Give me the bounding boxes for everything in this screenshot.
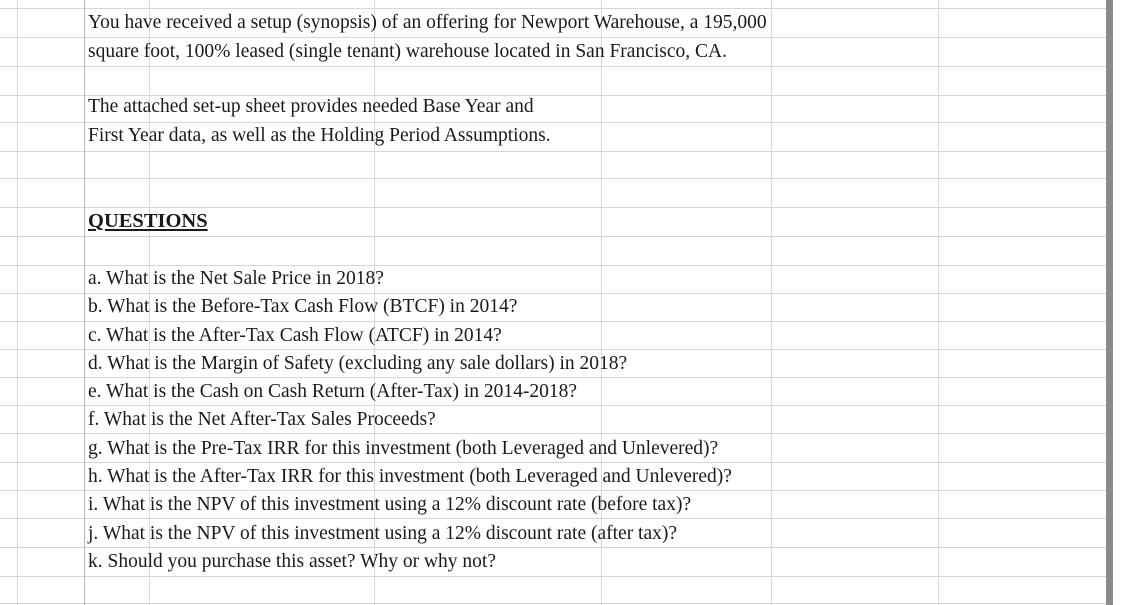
column-line: [938, 0, 939, 605]
questions-heading: QUESTIONS: [88, 210, 208, 232]
question-b: b. What is the Before-Tax Cash Flow (BTCF) in 2014?: [88, 296, 518, 318]
column-line: [84, 0, 85, 605]
column-line: [771, 0, 772, 605]
row-line: [0, 66, 1106, 67]
setup-line-1: The attached set-up sheet provides needed Base Year and: [88, 96, 534, 117]
row-line: [0, 151, 1106, 152]
setup-line-2: First Year data, as well as the Holding Period Assumptions.: [88, 125, 551, 146]
column-line: [17, 0, 18, 605]
row-line: [0, 603, 1106, 604]
question-i: i. What is the NPV of this investment using a 12% discount rate (before tax)?: [88, 494, 692, 516]
question-h: h. What is the After-Tax IRR for this investment (both Leveraged and Unlevered)?: [88, 466, 732, 488]
question-k: k. Should you purchase this asset? Why or why not?: [88, 550, 496, 572]
question-d: d. What is the Margin of Safety (excluding any sale dollars) in 2018?: [88, 352, 628, 374]
question-e: e. What is the Cash on Cash Return (After-Tax) in 2014-2018?: [88, 381, 578, 403]
intro-line-2: square foot, 100% leased (single tenant) warehouse located in San Francisco, CA.: [88, 41, 727, 62]
column-separator: [1106, 0, 1113, 605]
question-j: j. What is the NPV of this investment using a 12% discount rate (after tax)?: [88, 522, 678, 544]
intro-line-1: You have received a setup (synopsis) of an offering for Newport Warehouse, a 195,000: [88, 12, 767, 33]
question-g: g. What is the Pre-Tax IRR for this investment (both Leveraged and Unlevered)?: [88, 437, 719, 459]
questions-list: [88, 265, 732, 576]
question-a: a. What is the Net Sale Price in 2018?: [88, 268, 384, 289]
row-line: [0, 236, 1106, 237]
row-line: [0, 178, 1106, 179]
question-c: c. What is the After-Tax Cash Flow (ATCF) in 2014?: [88, 324, 502, 346]
question-f: f. What is the Net After-Tax Sales Proceeds?: [88, 409, 436, 431]
edge-cell: [1113, 0, 1125, 605]
